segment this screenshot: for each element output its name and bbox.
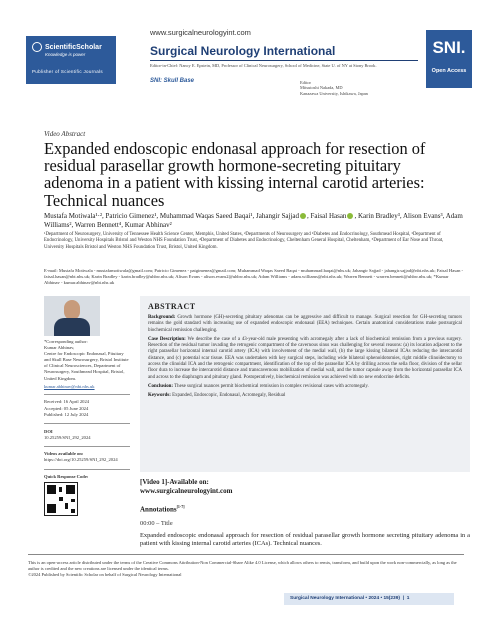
brand-publisher: Publisher of Scientific Journals (32, 69, 103, 74)
sidebar-divider (44, 446, 130, 447)
orcid-icon[interactable] (347, 213, 353, 219)
abstract-background (148, 315, 462, 334)
abstract-conclusion (148, 384, 462, 390)
brand-name: ScientificScholar (45, 43, 102, 51)
orcid-icon[interactable] (300, 213, 306, 219)
article-type: Video Abstract (44, 130, 86, 138)
brand-tagline: Knowledge is power (45, 52, 86, 57)
received-date: Received: 16 April 2024 (44, 399, 90, 405)
corresponding-author: *Corresponding author: Kumar Abhinav, Centre for Endoscopic Endonasal, Pituitary and Skull Base Neurosurgery, Bristol Institute of Clinical Neurosciences, Department of Neurosurgery, Southmead Hospital, Bristol, United Kingdom. (44, 339, 129, 381)
sni-logo: SNI. (432, 38, 466, 57)
annotations-label: Annotations (140, 505, 177, 514)
videos-label: Videos available on: (44, 451, 84, 457)
authors-part-1: Mustafa Motiwala¹·², Patricio Gimenez¹, Muhammad Waqas Saeed Baqai¹, Jahangir Sajjad (44, 212, 299, 220)
background-text: Growth hormone (GH)-secreting pituitary adenomas can be aggressive and difficult to manage. Surgical resection for GH-secreting tumors remains the gold standard with increasing use of expanded endoscopic endonasal (EEA) techniques. Certain anatomical considerations make postsurgical biochemical remission challenging. (148, 315, 462, 333)
affiliations: ¹Department of Neurosurgery, University of Tennessee Health Science Center, Memphis, United States, ²Departments of Neurosurgery and ³Diabetes and Endocrinology, Southmead Hospital, ³Department of Endocrinology, University Hospitals Bristol and Weston NHS Foundation Trust, ⁴Department of Diabetes and Endocrinology, Cheltenham General Hospital, Cheltenham, ⁵Department of Ear Nose and Throat, University Hospitals Bristol and Weston NHS Foundation Trust, Bristol, United Kingdom. (44, 232, 444, 250)
authors-part-3: , Karin Bradley³, Alison Evans³, Adam Williams², Warren Bennett⁴, Kumar Abhinav² (44, 212, 463, 229)
abstract-box (140, 296, 470, 472)
published-date: Published: 12 July 2024 (44, 411, 89, 417)
doi-label: DOI (44, 428, 53, 434)
case-text: We describe the case of a 43-year-old male presenting with acromegaly after a lack of biochemical remission from a previous surgery. Resection of the residual tumor invading the retrogenic compartment of the cavernous sinus was challenging for several reasons: (a) its location adjacent to the right parasellar horizontal internal carotid artery (ICA) with involvement of the medial wall, (b) the large kissing bilateral ICAs reducing the intercarotid distance, and (c) potential scar tissue. EEA was undertaken with key surgical steps, including wide bilateral sphenoidotomies, right middle clinoidectomy to access the clinoidal ICA and the retrogenic compartment, identification of the top of the parasellar ICA by drilling across the sella floor, division of the sellar floor dura to increase the intercarotid distance and transcavernous mobilization of medial wall, and the tumor capsule away from the horizontal parasellar ICA and across to the diaphragm and pituitary gland. Postoperatively, biochemical remission was achieved with no new endocrine deficits. (148, 336, 462, 380)
sidebar-divider (44, 394, 130, 395)
author-list (44, 212, 464, 230)
conclusion-text: These surgical nuances permit biochemical remission in complex revisional cases with acromegaly. (174, 383, 369, 389)
header-divider (150, 60, 418, 61)
footer-divider (28, 554, 464, 555)
keywords-label: Keywords: (148, 393, 171, 399)
conclusion-label: Conclusion: (148, 383, 174, 389)
qr-code[interactable] (44, 482, 78, 516)
journal-reference: Surgical Neurology International • 2024 • 15(239) (290, 596, 400, 601)
background-label: Background: (148, 315, 176, 320)
corresponding-email[interactable]: kumar.abhinav@nbt.nhs.uk (44, 383, 95, 389)
footer-citation: Surgical Neurology International • 2024 • 15(239) | 1 (284, 593, 454, 605)
section-editor: Editor Mitsutoshi Nakada, MD Kanazawa University, Ishikawa, Japan (300, 80, 368, 96)
author-emails: E-mail: Mustafa Motiwala - mustafamotiwala@gmail.com; Patricio Gimenez - patgimenez@gmail.com; Muhammad Waqas Saeed Baqai - muhammad.baqai@nhs.uk; Jahangir Sajjad - jahangir.sajjad@nbt.nhs.uk; Faisal Hasan - faisal.hasan@nbt.nhs.uk; Karin Bradley - karin.bradley@uhbw.nhs.uk; Alison Evans - alison.evans2@uhbw.nhs.uk; Adam Williams - adam.williams@nbt.nhs.uk; Warren Bennett - warren.bennett@uhbw.nhs.uk; *Kumar Abhinav - kumar.abhinav@nbt.nhs.uk (44, 268, 464, 286)
author-photo (44, 296, 100, 336)
case-label: Case Description: (148, 336, 186, 342)
editor-in-chief: Editor-in-Chief: Nancy E. Epstein, MD, Professor of Clinical Neurosurgery, School of Medicine, State U. of NY at Stony Brook. (150, 63, 377, 68)
sidebar-divider (44, 423, 130, 424)
sidebar-divider (44, 469, 130, 470)
authors-part-2: , Faisal Hasan (306, 212, 347, 220)
open-access-label: Open Access (431, 68, 467, 74)
scholar-logo-icon (32, 42, 42, 52)
qr-label: Quick Response Code: (44, 474, 89, 480)
journal-section: SNI: Skull Base (150, 78, 195, 84)
article-title: Expanded endoscopic endonasal approach for resection of residual parasellar growth hormone-secreting pituitary adenoma in a patient with kissing internal carotid arteries: Technical nuances (44, 139, 426, 210)
sni-badge (426, 30, 472, 88)
journal-url[interactable]: www.surgicalneurologyint.com (150, 28, 251, 37)
annotation-body: Expanded endoscopic endonasal approach for resection of residual parasellar growth hormone secreting pituitary adenoma in a patient with kissing internal carotid arteries (ICAs). Technical nuances. (140, 532, 470, 547)
annotation-timestamp: 00:00 – Title (140, 520, 173, 527)
abstract-heading: ABSTRACT (148, 302, 196, 311)
annotations-refs: [1-7] (176, 504, 185, 509)
annotations-heading (140, 504, 185, 513)
abstract-case (148, 337, 462, 381)
video-heading: [Video 1]-Available on: (140, 478, 209, 486)
accepted-date: Accepted: 05 June 2024 (44, 405, 89, 411)
abstract-keywords (148, 393, 462, 399)
videos-url[interactable]: https://doi.org/10.25259/SNI_292_2024 (44, 457, 118, 463)
article-sidebar (44, 296, 130, 516)
keywords-text: Expanded, Endoscopic, Endonasal, Acromegaly, Residual (172, 393, 286, 399)
license-text: This is an open-access article distributed under the terms of the Creative Commons Attribution-Non Commercial-Share Alike 4.0 License, which allows others to remix, transform, and build upon the work non-commercially, as long as the author is credited and the new creations are licensed under the identical terms. ©2024 Published by Scientific Scholar on behalf of Surgical Neurology International (28, 560, 457, 577)
video-link[interactable]: www.surgicalneurologyint.com (140, 487, 233, 495)
journal-title: Surgical Neurology International (150, 44, 336, 58)
publisher-logo (26, 36, 116, 84)
page-number: 1 (406, 596, 410, 601)
doi-value[interactable]: 10.25259/SNI_292_2024 (44, 434, 91, 440)
